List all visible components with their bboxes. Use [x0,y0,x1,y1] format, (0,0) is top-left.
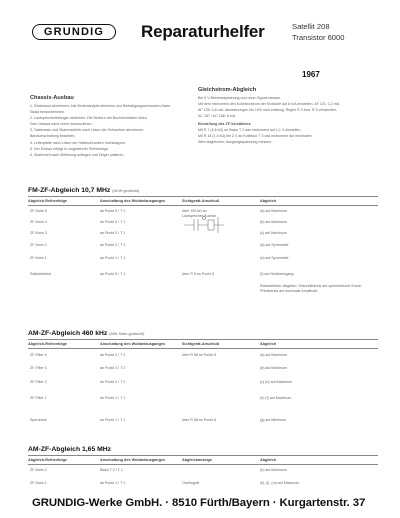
fm-col-head: Anschaltung des Wobbelausganges [100,199,166,203]
fm-cell: über 100 kΩ an [182,209,207,213]
zf-line: Mit R 7 (5,6 kΩ) an Basis T 2 das Instrument auf 1,1 V einstellen. [198,128,302,132]
am2-header-rule [28,455,378,456]
am-header-rule [28,348,378,349]
gleichstrom-heading: Gleichstrom-Abgleich [198,87,257,93]
year: 1967 [302,70,320,79]
am2-cell: Basis T 2 / T 1 [100,468,123,472]
am-cell: ZF-Filter 4 [30,353,47,357]
am-section-title [28,330,144,337]
am-cell: ZF-Filter 1 [30,396,47,400]
chassis-text [30,103,178,158]
am2-col-head: Abgleich-Reihenfolge [28,458,68,462]
fm-cell: (d) auf Symmetrie [260,243,289,247]
fm-cell: Lautsprecher-Buchse [182,214,217,218]
footer-address: GRUNDIG-Werke GmbH. · 8510 Fürth/Bayern · Kurgartenstr. 37 [32,497,366,509]
am2-title: AM-ZF-Abgleich 1,65 MHz [28,446,112,453]
chassis-line: 1. Rückwand abnehmen. Alle Bedienknöpfe abziehen und Befestigungsschrauben lösen. [30,104,172,108]
am2-cell: an Punkt 1 / T 1 [100,481,126,485]
am2-header-rule [28,464,378,465]
zf-line: Wert abgleichen; Ausgangsspannung messen. [198,140,273,145]
zf-text [198,127,378,145]
fm-cell: (e) auf Symmetrie [260,256,289,260]
am-cell: ZF-Filter 3 [30,366,47,370]
am-cell: an Punkt 2 / T 2 [100,380,126,384]
gleichstrom-line: Bei 6 V Betriebsspannung und ohne Signal messen. [198,96,282,100]
am2-cell: ZF-Kreis 2 [30,468,47,472]
fm-cell: an Punkt 3 / T 1 [100,231,126,235]
am-cell: (b) auf Maximum [260,366,287,370]
fm-note: (UKW gedrückt) [112,189,140,193]
fm-cell: an Punkt 2 / T 1 [100,243,126,247]
zf-line: Mit R 18 (1,5 kΩ) bei 2 V an Kollektor T 3 das Instrument auf minimalen [198,134,312,139]
fm-cell: Ratiodetektor [30,272,52,276]
fm-cell: an Punkt 1 / T 1 [100,256,126,260]
fm-note2 [260,284,378,294]
am-note: (MW-Taste gedrückt) [109,332,145,336]
chassis-line: 4. Leiterplatte nach Lösen der Halteschrauben hochklappen. [30,140,127,145]
gleichstrom-line: Mit dem Instrument den Kollektorstrom der Endstufe auf 8 mA einstellen. AF 121: 1,2 mA [198,102,340,107]
page-title: Reparaturhelfer [141,22,265,41]
am-cell: an Punkt 3 / T 2 [100,366,126,370]
chassis-line: Das Chassis nach vorne herausziehen. [30,122,93,127]
am2-cell: Oszillograf [182,481,199,485]
am2-cell: ZF-Kreis 1 [30,481,47,485]
am2-section-title [28,446,111,453]
am-cell: an Punkt 4 / T 3 [100,353,126,357]
fm-cell: über R 5 an Punkt 6 [182,272,214,276]
am2-cell: (h) auf Maximum [260,468,287,472]
brand-name: GRUNDIG [43,26,105,38]
fm-col-head: Abgleich [260,199,277,203]
fm-cell: (a) auf Maximum [260,209,287,213]
chassis-heading: Chassis-Ausbau [30,95,74,101]
fm-cell: (f) auf Nulldurchgang [260,272,294,276]
grundig-logo [32,24,116,40]
am-col-head: Abgleich [260,342,277,346]
am2-cell: (k), (l), (m) auf Maximum [260,481,300,485]
am2-col-head: Anschaltung des Wobbelausganges [100,458,166,462]
gleichstrom-line: AF 126: 0,8 mA. Abweichungen bis 10% sind zulässig. Regler R 3 bzw. R 5 verwenden. [198,108,338,113]
gleichstrom-line: AC 187 / AC 188: 8 mA. [198,114,237,119]
fm-cell: ZF-Kreis 3 [30,231,47,235]
zf-subheading-text: Einstellung des ZF-Verstärkers [198,122,251,126]
am-cell: (a) auf Maximum [260,353,287,357]
model-1: Satellit 208 [292,22,330,31]
am-cell: über R 68 an Punkt 8 [182,353,216,357]
am-cell: Sperrkreis [30,418,47,422]
fm-cell: ZF-Kreis 4 [30,220,47,224]
fm-cell: (b) auf Maximum [260,220,287,224]
am-title: AM-ZF-Abgleich 460 kHz [28,330,108,337]
am-cell: (c) (d) auf Maximum [260,380,293,384]
chassis-line: Skala herausnehmen. [30,110,65,115]
chassis-line: Bandumschaltung beachten. [30,134,76,139]
am-cell: an Punkt 1 / T 1 [100,396,126,400]
fm-title: FM-ZF-Abgleich 10,7 MHz [28,187,111,194]
am2-col-head: Abgleichanzeige [182,458,212,462]
am-col-head: Abgleich-Reihenfolge [28,342,68,346]
gleichstrom-text [198,95,378,119]
am-cell: über R 68 an Punkt 8 [182,418,216,422]
fm-cell: (c) auf Maximum [260,231,287,235]
chassis-line: 2. Lautsprecherleitungen abziehen. Die Muttern der Buchsenleisten lösen. [30,116,148,121]
fm-cell: an Punkt 5 / T 1 [100,209,126,213]
am-cell: an Punkt 1 / T 1 [100,418,126,422]
am2-col-head: Abgleich [260,458,277,462]
model-2: Transistor 6000 [292,33,345,42]
fm-cell: an Punkt 5 / T 1 [100,272,126,276]
fm-cell: an Punkt 4 / T 1 [100,220,126,224]
fm-cell: ZF-Kreis 2 [30,243,47,247]
fm-header-rule [28,196,378,197]
chassis-line: 6. Skalenseil nach Abbildung auflegen und Zeiger justieren. [30,152,125,157]
am-cell: (g) auf Minimum [260,418,286,422]
fm-cell: ZF-Kreis 5 [30,209,47,213]
am-cell: (e) (f) auf Maximum [260,396,292,400]
am-col-head: Anschaltung des Wobbelausganges [100,342,166,346]
fm-col-head: Sichtgerät-Anschluß [182,199,220,203]
fm-col-head: Abgleich-Reihenfolge [28,199,68,203]
fm-header-rule [28,205,378,206]
am-header-rule [28,339,378,340]
am-col-head: Sichtgerät-Anschluß [182,342,220,346]
chassis-line: 5. Der Einbau erfolgt in umgekehrter Reihenfolge. [30,146,110,151]
chassis-line: 3. Tastensatz und Skalenantrieb nach Lösen der Schrauben abnehmen. [30,128,145,133]
am-cell: ZF-Filter 2 [30,380,47,384]
circuit-diagram-icon [182,213,226,237]
model-names [292,21,344,43]
fm-note2-text: Ratiodetektor-Abgleich: Sekundärkreis auf symmetrische Kurve, Primärkreis auf maximale Amplitude. [260,284,362,293]
fm-cell: ZF-Kreis 1 [30,256,47,260]
fm-section-title [28,187,139,194]
